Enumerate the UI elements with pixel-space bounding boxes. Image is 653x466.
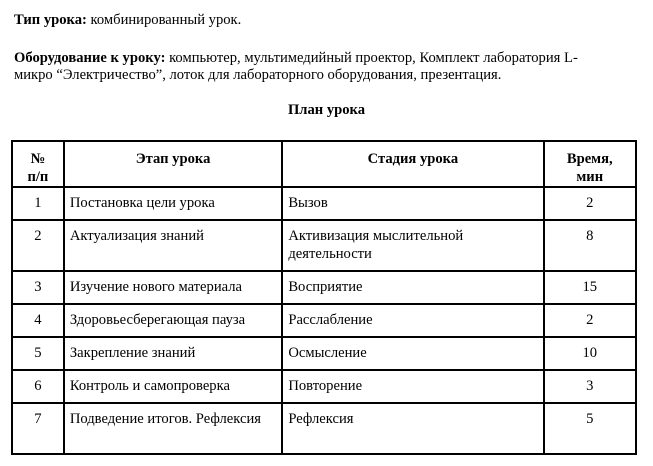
row-time: 8	[544, 220, 637, 271]
header-stage: Этап урока	[64, 141, 283, 187]
lesson-type-label: Тип урока:	[14, 12, 87, 28]
row-stage: Изучение нового материала	[64, 271, 283, 304]
equipment-line	[14, 50, 578, 67]
table-row	[12, 304, 636, 337]
equipment-value-line1: компьютер, мультимедийный проектор, Комплект лаборатория L-	[165, 50, 578, 66]
table-row	[12, 403, 636, 454]
row-num: 5	[12, 337, 64, 370]
header-phase: Стадия урока	[282, 141, 543, 187]
row-num: 2	[12, 220, 64, 271]
row-stage: Подведение итогов. Рефлексия	[64, 403, 283, 454]
table-header-row	[12, 141, 636, 187]
row-num: 3	[12, 271, 64, 304]
equipment-value-line2: микро “Электричество”, лоток для лабораторного оборудования, презентация.	[14, 67, 502, 83]
table-row	[12, 187, 636, 220]
lesson-type-line	[14, 12, 241, 29]
row-phase: Расслабление	[282, 304, 543, 337]
row-time: 2	[544, 304, 637, 337]
row-time: 3	[544, 370, 637, 403]
row-num: 4	[12, 304, 64, 337]
row-phase: Восприятие	[282, 271, 543, 304]
row-phase: Вызов	[282, 187, 543, 220]
row-time: 10	[544, 337, 637, 370]
row-num: 7	[12, 403, 64, 454]
row-time: 15	[544, 271, 637, 304]
row-stage: Актуализация знаний	[64, 220, 283, 271]
lesson-type-value: комбинированный урок.	[86, 12, 242, 28]
lesson-plan-table	[11, 140, 637, 455]
row-phase: Рефлексия	[282, 403, 543, 454]
header-time: Время, мин	[544, 141, 637, 187]
table-row	[12, 337, 636, 370]
row-stage: Постановка цели урока	[64, 187, 283, 220]
row-stage: Контроль и самопроверка	[64, 370, 283, 403]
row-time: 5	[544, 403, 637, 454]
table-row	[12, 370, 636, 403]
equipment-line-continued	[14, 67, 501, 84]
header-num: № п/п	[12, 141, 64, 187]
row-phase: Активизация мыслительной деятельности	[282, 220, 543, 271]
row-stage: Закрепление знаний	[64, 337, 283, 370]
equipment-label: Оборудование к уроку:	[14, 50, 166, 66]
row-num: 1	[12, 187, 64, 220]
row-time: 2	[544, 187, 637, 220]
table-row	[12, 220, 636, 271]
row-num: 6	[12, 370, 64, 403]
row-stage: Здоровьесберегающая пауза	[64, 304, 283, 337]
row-phase: Осмысление	[282, 337, 543, 370]
table-row	[12, 271, 636, 304]
row-phase: Повторение	[282, 370, 543, 403]
plan-title: План урока	[287, 102, 366, 118]
